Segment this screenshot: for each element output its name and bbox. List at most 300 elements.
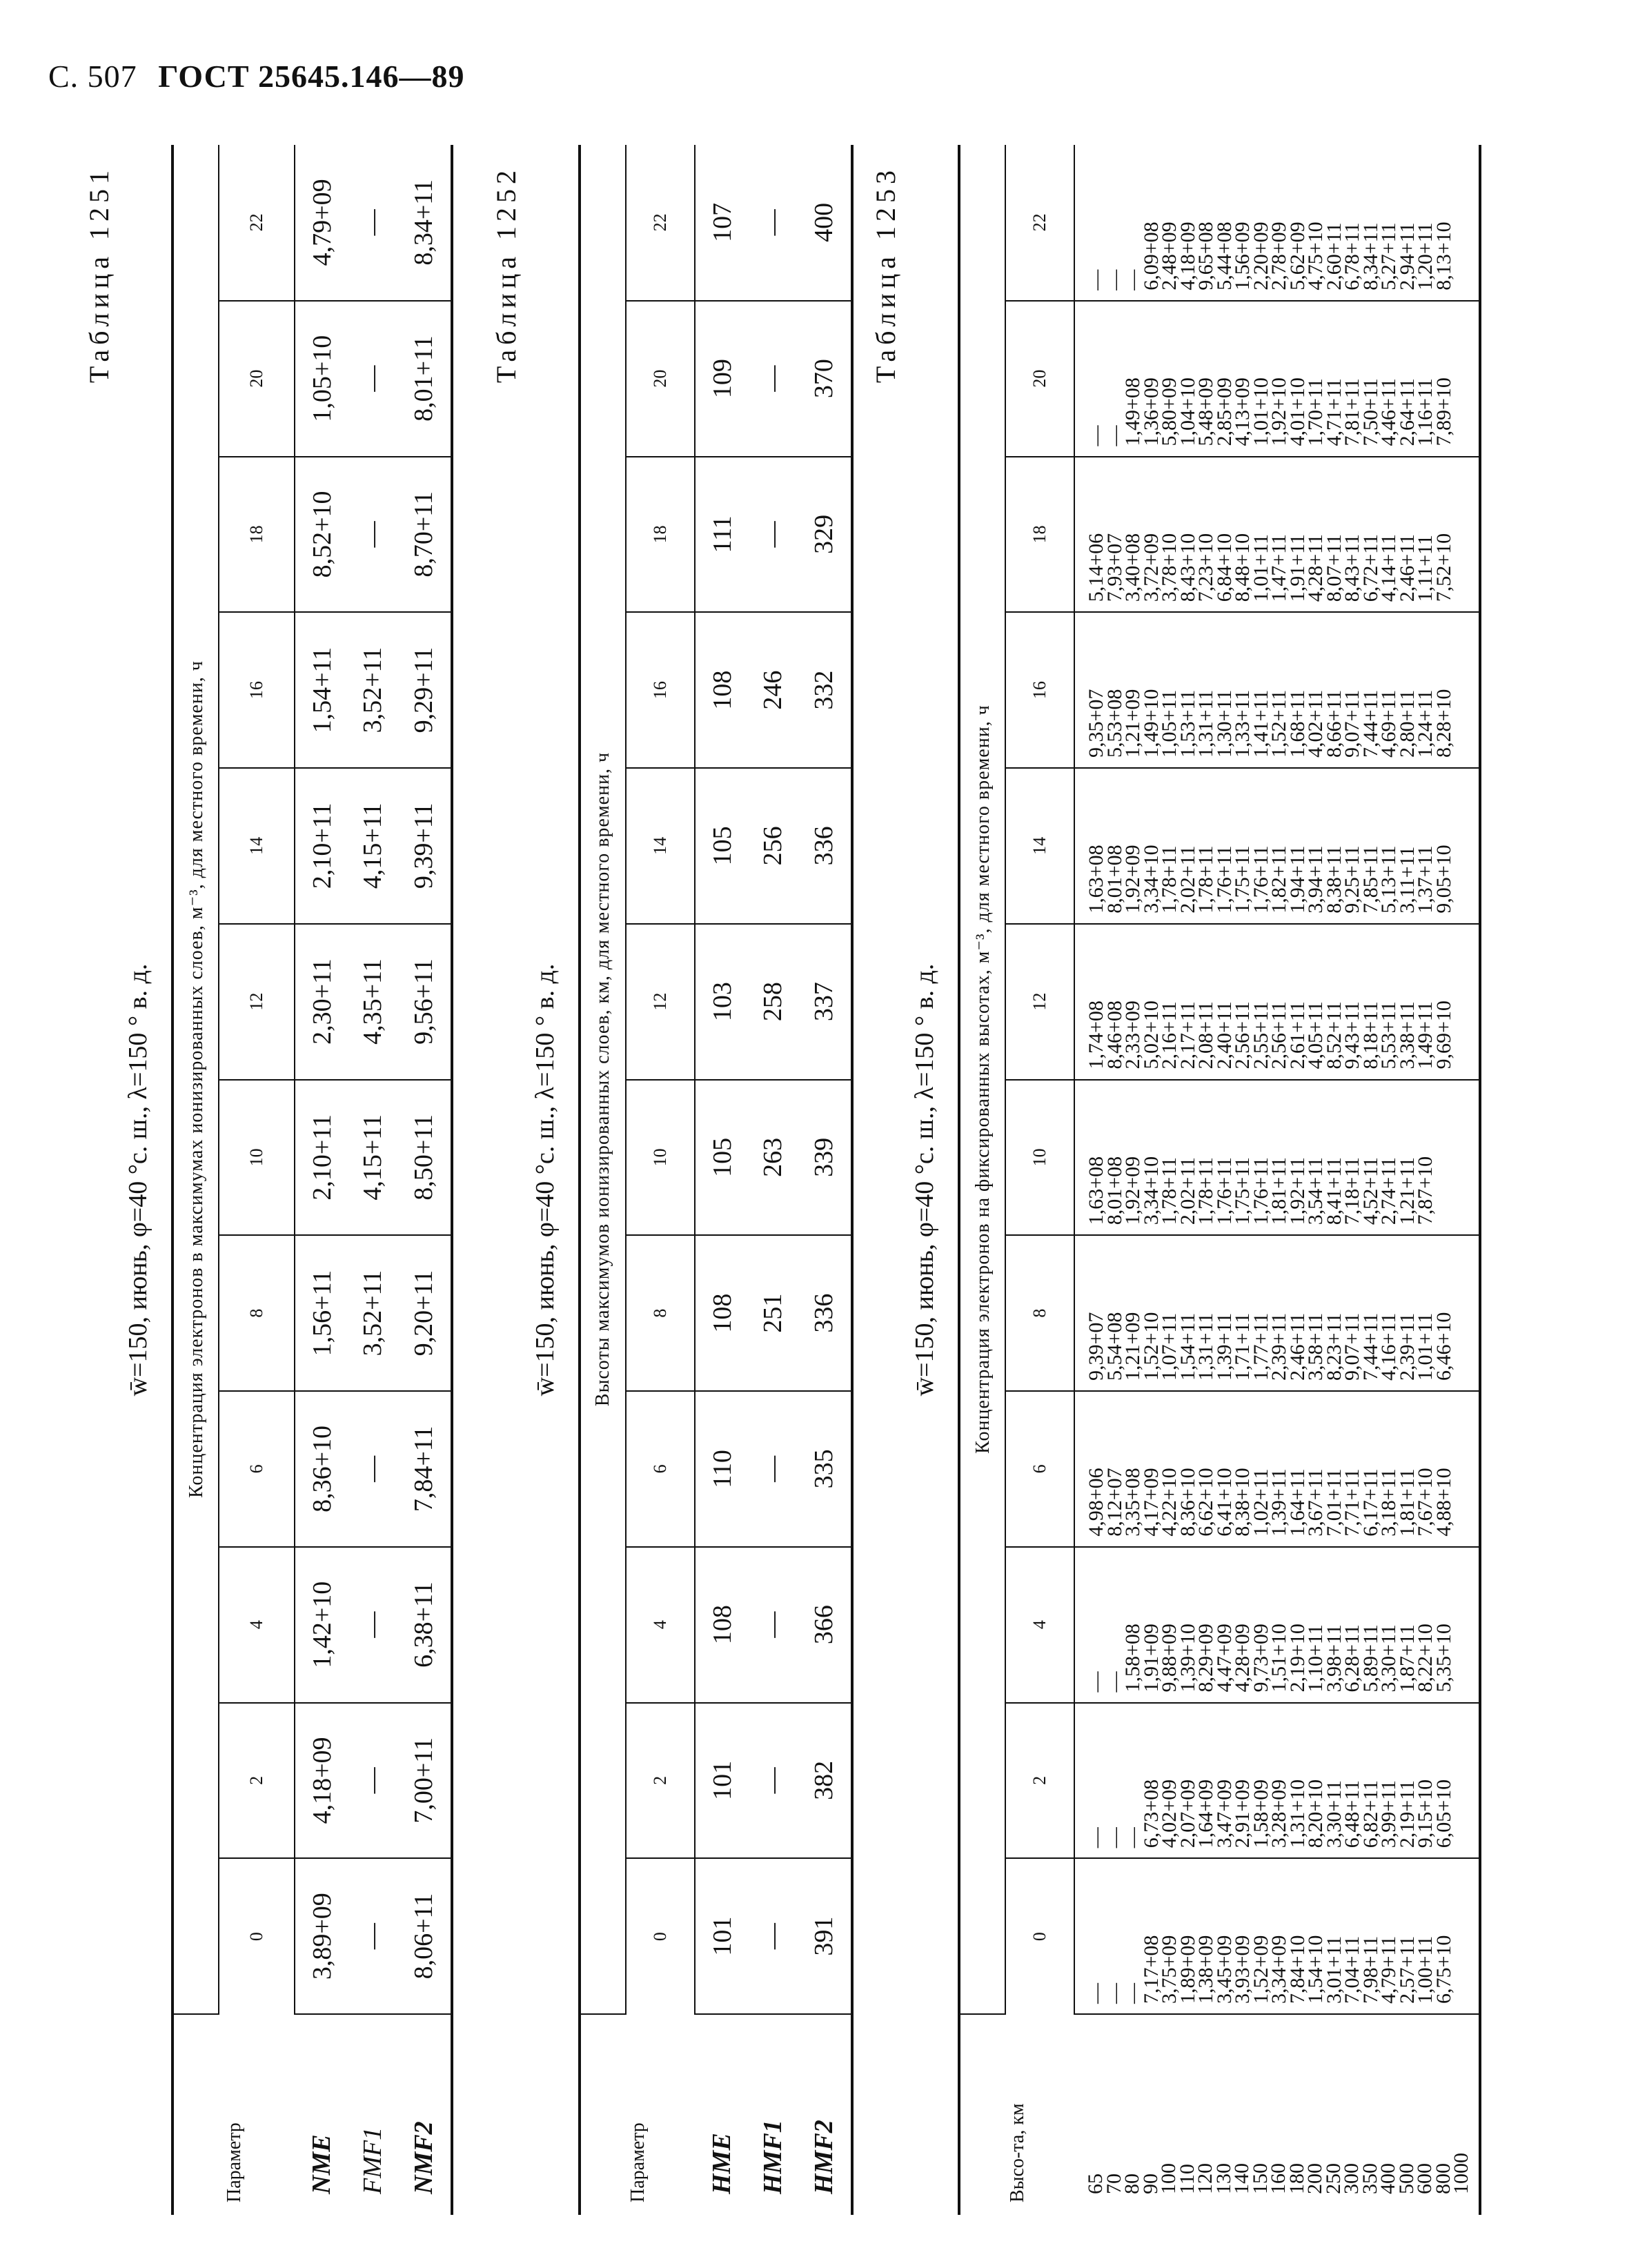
cell-value: 70 (1102, 2173, 1125, 2194)
cell-value: 3,34+10 (1139, 845, 1163, 914)
cell-value: 2,55+11 (1249, 1001, 1272, 1069)
data-column (1074, 145, 1480, 301)
data-column (1074, 612, 1480, 768)
cell-value: 6,17+11 (1359, 1468, 1382, 1537)
cell-value: 1,30+11 (1212, 689, 1236, 758)
cell-value: 1,81+11 (1268, 1156, 1290, 1225)
hour-header: 14 (626, 768, 695, 924)
cell-value: 9,65+08 (1194, 221, 1217, 290)
cell: 329 (797, 457, 852, 613)
cell-value: 4,02+11 (1304, 689, 1327, 758)
cell-value: 500 (1394, 2163, 1418, 2194)
cell: 336 (797, 768, 852, 924)
cell-value: 1,33+11 (1231, 689, 1254, 758)
cell-value: 4,02+09 (1158, 1779, 1181, 1848)
hour-header: 10 (626, 1080, 695, 1236)
cell-value: 8,28+10 (1432, 689, 1455, 758)
cell-value: 1,21+09 (1121, 1312, 1144, 1381)
cell-value: 1,49+08 (1121, 377, 1144, 446)
cell-value: 3,98+11 (1322, 1624, 1345, 1693)
cell-value: 2,39+11 (1395, 1312, 1419, 1381)
cell-value: 3,28+09 (1268, 1779, 1290, 1848)
table-1253 (958, 145, 1481, 2215)
cell-value: 4,52+11 (1359, 1156, 1382, 1225)
cell-value: 1,05+11 (1158, 689, 1181, 758)
cell-value: 9,15+10 (1414, 1779, 1437, 1848)
cell-value: 3,99+11 (1377, 1779, 1400, 1848)
cell-value (1453, 457, 1472, 602)
cell-value: 1,49+10 (1139, 689, 1163, 758)
hour-header: 18 (1005, 457, 1074, 613)
cell: — (348, 145, 397, 301)
cell-value: 1,41+11 (1249, 689, 1272, 758)
cell-value: 7,87+10 (1414, 1156, 1437, 1225)
cell: 7,84+11 (397, 1391, 452, 1547)
cell: 2,30+11 (295, 924, 348, 1080)
cell: 1,54+11 (295, 612, 348, 768)
hour-header: 22 (219, 145, 295, 301)
hours-row (626, 145, 695, 2215)
cell-value: 5,13+11 (1377, 845, 1400, 914)
cell-value: 3,45+09 (1212, 1935, 1236, 2004)
cell-value: 8,18+11 (1359, 1001, 1382, 1069)
cell-value: 1,76+11 (1249, 845, 1272, 914)
cell-value: 3,75+09 (1158, 1935, 1181, 2004)
cell-value: 6,72+11 (1359, 533, 1382, 602)
cell-value: 1,07+11 (1158, 1312, 1181, 1381)
hour-header: 18 (626, 457, 695, 613)
page-header (48, 58, 465, 95)
cell-value: 8,52+11 (1322, 1001, 1345, 1069)
cell-value: 5,54+08 (1103, 1312, 1126, 1381)
cell-value: 300 (1340, 2163, 1363, 2194)
span-header: Высоты максимумов ионизированных слоев, км, для местного времени, ч (580, 145, 626, 2014)
cell-value: — (1103, 1827, 1126, 1848)
cell-value: 3,34+10 (1139, 1156, 1163, 1225)
cell-value: 5,62+09 (1285, 221, 1309, 290)
cell-value: 1,36+09 (1139, 377, 1163, 446)
hour-header: 8 (219, 1235, 295, 1391)
hour-header: 16 (1005, 612, 1074, 768)
hour-header: 4 (219, 1547, 295, 1703)
cell-value: 6,73+08 (1139, 1779, 1163, 1848)
hour-header: 14 (1005, 768, 1074, 924)
cell-value: 5,14+06 (1085, 533, 1107, 602)
cell: 8,52+10 (295, 457, 348, 613)
cell-value: 90 (1138, 2173, 1162, 2194)
cell-value: 8,01+08 (1103, 845, 1126, 914)
cell-value: 6,41+10 (1212, 1468, 1236, 1537)
cell-value: 1,52+09 (1249, 1935, 1272, 2004)
cell-value (1453, 1548, 1472, 1693)
hour-header: 2 (626, 1703, 695, 1859)
cell-value: 1,54+11 (1176, 1312, 1199, 1381)
cell-value: — (1085, 1983, 1107, 2004)
cell-value: 9,69+10 (1432, 1000, 1455, 1069)
cell: 101 (695, 1858, 749, 2014)
cell-value: — (1121, 1827, 1144, 1848)
cell-value: 250 (1321, 2163, 1345, 2194)
cell-value: 8,01+08 (1103, 1156, 1126, 1225)
cell: 9,29+11 (397, 612, 452, 768)
table-row (695, 145, 749, 2215)
hour-header: 0 (1005, 1858, 1074, 2014)
cell-value: 140 (1230, 2163, 1253, 2194)
cell: 258 (749, 924, 797, 1080)
cell-value: — (1103, 1671, 1126, 1693)
cell-value: 2,02+11 (1176, 845, 1199, 914)
cell-value: 1,00+11 (1414, 1935, 1437, 2004)
cell-value: 1,78+11 (1194, 1156, 1217, 1225)
data-column (1074, 1703, 1480, 1859)
data-column (1074, 1858, 1480, 2014)
cell-value: 65 (1084, 2173, 1107, 2194)
cell-value: 1,21+09 (1121, 689, 1144, 758)
cell-value: 5,27+11 (1377, 222, 1400, 290)
cell-value: 1,58+09 (1249, 1779, 1272, 1848)
cell: 1,56+11 (295, 1235, 348, 1391)
data-column (1074, 924, 1480, 1080)
cell-value: 1,10+11 (1304, 1624, 1327, 1693)
cell-value: 1,71+11 (1231, 1312, 1254, 1381)
cell-value: 1,77+11 (1249, 1312, 1272, 1381)
hour-header: 10 (219, 1080, 295, 1236)
cell-value: 1,92+09 (1121, 845, 1144, 914)
param-header: Параметр (627, 2122, 649, 2202)
cell-value: 1,91+09 (1139, 1624, 1163, 1693)
cell-value: 1,82+11 (1268, 845, 1290, 914)
cell: 8,50+11 (397, 1080, 452, 1236)
cell-value: 8,66+11 (1322, 689, 1345, 758)
cell: 111 (695, 457, 749, 613)
cell: 8,70+11 (397, 457, 452, 613)
hour-header: 8 (626, 1235, 695, 1391)
cell-value: 5,48+09 (1194, 377, 1217, 446)
cell: 370 (797, 301, 852, 457)
cell-value: 150 (1248, 2163, 1272, 2194)
cell-value: 3,38+11 (1395, 1001, 1419, 1069)
cell-value: 3,30+11 (1377, 1624, 1400, 1693)
hour-header: 6 (626, 1391, 695, 1547)
cell: 391 (797, 1858, 852, 2014)
cell-value: 6,62+10 (1194, 1468, 1217, 1537)
table-body-row (1074, 145, 1480, 2215)
cell-value: 180 (1285, 2163, 1308, 2194)
cell-value: 8,34+11 (1359, 222, 1382, 290)
altitude-column (1074, 2014, 1480, 2215)
cell: — (749, 1391, 797, 1547)
cell: 4,18+09 (295, 1703, 348, 1859)
cell-value: 8,48+10 (1231, 533, 1254, 602)
table-label: Таблица 1252 (491, 166, 522, 384)
hour-header: 12 (626, 924, 695, 1080)
cell: 336 (797, 1235, 852, 1391)
cell-value: 1,39+11 (1268, 1468, 1290, 1537)
cell-value: 2,20+09 (1249, 221, 1272, 290)
cell: — (348, 1391, 397, 1547)
cell-value: — (1103, 425, 1126, 446)
cell-value: 1,16+11 (1414, 378, 1437, 446)
cell-value: — (1103, 1983, 1126, 2004)
cell: — (348, 457, 397, 613)
cell-value: 4,98+06 (1085, 1468, 1107, 1537)
cell-value: 7,67+10 (1414, 1468, 1437, 1537)
cell-value: 2,46+11 (1285, 1312, 1309, 1381)
cell-value: 8,07+11 (1322, 533, 1345, 602)
cell: 105 (695, 768, 749, 924)
cell-value: 1,92+11 (1285, 1156, 1309, 1225)
table-subtitle: w̄=150, июнь, φ=40 °с. ш., λ=150 ° в. д. (531, 963, 560, 1397)
cell-value (1453, 145, 1472, 290)
cell-value: 1,75+11 (1231, 1156, 1254, 1225)
cell-value: 3,01+11 (1322, 1935, 1345, 2004)
data-column (1074, 768, 1480, 924)
cell-value: 2,40+11 (1212, 1001, 1236, 1069)
cell: 8,06+11 (397, 1858, 452, 2014)
cell-value: 2,17+11 (1176, 1001, 1199, 1069)
cell-value: 7,98+11 (1359, 1935, 1382, 2004)
cell-value: 9,25+11 (1341, 845, 1363, 914)
cell-value: 3,40+08 (1121, 533, 1144, 602)
table-row (749, 145, 797, 2215)
cell-value: 350 (1358, 2163, 1381, 2194)
cell-value: 1,70+11 (1304, 378, 1327, 446)
hour-header: 0 (626, 1858, 695, 2014)
cell: 6,38+11 (397, 1547, 452, 1703)
cell: — (749, 1858, 797, 2014)
hour-header: 2 (1005, 1703, 1074, 1859)
cell-value: 6,48+11 (1341, 1779, 1363, 1848)
cell: 337 (797, 924, 852, 1080)
cell-value: 3,94+11 (1304, 845, 1327, 914)
cell-value: 1,92+09 (1121, 1156, 1144, 1225)
cell: — (348, 1858, 397, 2014)
cell: 335 (797, 1391, 852, 1547)
cell-value: 1,58+08 (1121, 1624, 1144, 1693)
cell-value: 8,22+10 (1414, 1624, 1437, 1693)
cell-value: 1,64+09 (1194, 1779, 1217, 1848)
cell-value: 1,92+10 (1268, 377, 1290, 446)
hour-header: 8 (1005, 1235, 1074, 1391)
cell: — (749, 145, 797, 301)
cell-value: 3,72+09 (1139, 533, 1163, 602)
cell: 9,56+11 (397, 924, 452, 1080)
cell-value: 1,75+11 (1231, 845, 1254, 914)
span-header: Концентрация электронов в максимумах ионизированных слоев, м⁻³, для местного времени, ч (172, 145, 219, 2014)
cell-value: — (1085, 425, 1107, 446)
hour-header: 20 (1005, 301, 1074, 457)
cell-value: 7,50+11 (1359, 378, 1382, 446)
cell-value: 3,93+09 (1231, 1935, 1254, 2004)
cell: — (348, 1547, 397, 1703)
cell-value: 4,28+11 (1304, 533, 1327, 602)
cell-value: 800 (1431, 2163, 1454, 2194)
cell-value: — (1085, 1671, 1107, 1693)
cell-value: 2,07+09 (1176, 1779, 1199, 1848)
cell-value: 4,05+11 (1304, 1001, 1327, 1069)
cell-value: — (1085, 269, 1107, 290)
cell-value: 5,53+11 (1377, 1001, 1400, 1069)
cell-value: 1,20+11 (1414, 222, 1437, 290)
cell-value: 2,85+09 (1212, 377, 1236, 446)
cell-value: 2,61+11 (1285, 1001, 1309, 1069)
cell: 251 (749, 1235, 797, 1391)
cell-value: 6,82+11 (1359, 1779, 1382, 1848)
cell-value: 2,39+11 (1268, 1312, 1290, 1381)
cell-value: 1,31+10 (1285, 1779, 1309, 1848)
cell-value: 1,24+11 (1414, 689, 1437, 758)
cell: — (348, 301, 397, 457)
cell-value: 3,67+11 (1304, 1468, 1327, 1537)
cell-value: 1,11+11 (1414, 535, 1437, 602)
data-column (1074, 457, 1480, 613)
page-number: С. 507 (48, 59, 137, 94)
cell-value: 8,38+10 (1231, 1468, 1254, 1537)
cell: 263 (749, 1080, 797, 1236)
cell-value: 1,01+10 (1249, 377, 1272, 446)
cell: 3,89+09 (295, 1858, 348, 2014)
cell-value: 7,84+10 (1285, 1935, 1309, 2004)
cell-value: 9,07+11 (1341, 1312, 1363, 1381)
cell: 9,39+11 (397, 768, 452, 924)
cell-value: 1,21+11 (1395, 1156, 1419, 1225)
cell-value: 2,48+09 (1158, 221, 1181, 290)
cell: 8,36+10 (295, 1391, 348, 1547)
cell-value: 3,54+11 (1304, 1156, 1327, 1225)
rotated-content (83, 145, 1601, 2215)
cell-value: 5,89+11 (1359, 1624, 1382, 1693)
cell-value: 1,78+11 (1194, 845, 1217, 914)
cell-value: 1,64+11 (1285, 1468, 1309, 1537)
cell-value: 8,41+11 (1322, 1156, 1345, 1225)
cell: 7,00+11 (397, 1703, 452, 1859)
hour-header: 18 (219, 457, 295, 613)
hour-header: 10 (1005, 1080, 1074, 1236)
cell-value: 2,56+11 (1231, 1001, 1254, 1069)
cell-value: 6,28+11 (1341, 1624, 1363, 1693)
param-name: HME (707, 2133, 736, 2194)
cell-value: 1,74+08 (1085, 1000, 1107, 1069)
cell-value: 1,76+11 (1249, 1156, 1272, 1225)
cell-value: 7,17+08 (1139, 1935, 1163, 2004)
cell-value: 1000 (1450, 2153, 1472, 2194)
cell: 4,35+11 (348, 924, 397, 1080)
cell-value: 1,49+11 (1414, 1001, 1437, 1069)
table-1252-block (490, 145, 876, 2215)
cell-value: 7,52+10 (1432, 533, 1455, 602)
cell: 1,42+10 (295, 1547, 348, 1703)
cell-value: 7,23+10 (1194, 533, 1217, 602)
cell-value: 1,01+11 (1249, 533, 1272, 602)
cell-value: 7,18+11 (1341, 1156, 1363, 1225)
cell: 2,10+11 (295, 768, 348, 924)
cell: 108 (695, 612, 749, 768)
cell-value: 1,89+09 (1176, 1935, 1199, 2004)
cell-value: — (1103, 269, 1126, 290)
data-column (1074, 301, 1480, 457)
cell-value: 8,20+10 (1304, 1779, 1327, 1848)
hour-header: 12 (1005, 924, 1074, 1080)
table-1252 (578, 145, 854, 2215)
cell-value: 1,31+11 (1194, 689, 1217, 758)
cell-value: 4,13+09 (1231, 377, 1254, 446)
cell-value: 1,01+11 (1414, 1312, 1437, 1381)
cell-value: 3,11+11 (1395, 846, 1419, 914)
altitude-header: Высо-та, км (1006, 2103, 1028, 2202)
cell-value: 7,93+07 (1103, 533, 1126, 602)
param-header: Параметр (223, 2122, 245, 2202)
cell: 3,52+11 (348, 612, 397, 768)
cell-value: 2,80+11 (1395, 689, 1419, 758)
cell-value: 1,63+08 (1085, 845, 1107, 914)
cell: 4,15+11 (348, 768, 397, 924)
cell-value: 1,53+11 (1176, 689, 1199, 758)
cell-value: 9,39+07 (1085, 1312, 1107, 1381)
cell-value: 2,60+11 (1322, 222, 1345, 290)
hour-header: 22 (626, 145, 695, 301)
data-column (1074, 1235, 1480, 1391)
param-name: HMF1 (758, 2120, 787, 2194)
cell-value: 6,78+11 (1341, 222, 1363, 290)
cell-value: 1,37+11 (1414, 845, 1437, 914)
cell-value: 1,54+10 (1304, 1935, 1327, 2004)
cell-value: 2,33+09 (1121, 1000, 1144, 1069)
cell-value: 110 (1175, 2164, 1199, 2194)
cell-value: 200 (1303, 2163, 1326, 2194)
cell-value: 1,02+11 (1249, 1468, 1272, 1537)
cell: 256 (749, 768, 797, 924)
cell-value: 9,73+09 (1249, 1624, 1272, 1693)
cell-value: 4,75+10 (1304, 221, 1327, 290)
cell-value: 2,46+11 (1395, 533, 1419, 602)
cell-value: — (1085, 1827, 1107, 1848)
cell: — (749, 301, 797, 457)
hour-header: 20 (626, 301, 695, 457)
hours-row (219, 145, 295, 2215)
cell-value: 2,56+11 (1268, 1001, 1290, 1069)
cell-value: 5,02+10 (1139, 1000, 1163, 1069)
hour-header: 20 (219, 301, 295, 457)
cell-value: 1,81+11 (1395, 1468, 1419, 1537)
cell-value: 4,18+09 (1176, 221, 1199, 290)
cell-value: 6,84+10 (1212, 533, 1236, 602)
cell-value: 6,09+08 (1139, 221, 1163, 290)
cell-value: 5,44+08 (1212, 221, 1236, 290)
cell-value: 3,34+09 (1268, 1935, 1290, 2004)
cell-value: 2,57+11 (1395, 1935, 1419, 2004)
cell-value: 3,47+09 (1212, 1779, 1236, 1848)
cell-value: 2,91+09 (1231, 1779, 1254, 1848)
cell: 339 (797, 1080, 852, 1236)
cell-value: 5,80+09 (1158, 377, 1181, 446)
cell-value: 1,87+11 (1395, 1624, 1419, 1693)
cell-value: 8,12+07 (1103, 1468, 1126, 1537)
cell-value: 5,53+08 (1103, 689, 1126, 758)
cell-value: 4,28+09 (1231, 1624, 1254, 1693)
cell-value: 2,19+11 (1395, 1779, 1419, 1848)
cell-value: 3,35+08 (1121, 1468, 1144, 1537)
cell-value: 2,08+11 (1194, 1001, 1217, 1069)
cell-value: 3,30+11 (1322, 1779, 1345, 1848)
cell-value: 9,88+09 (1158, 1624, 1181, 1693)
cell-value: 9,05+10 (1432, 845, 1455, 914)
cell-value: 7,71+11 (1341, 1468, 1363, 1537)
cell-value: 1,76+11 (1212, 1156, 1236, 1225)
cell-value: 1,47+11 (1268, 533, 1290, 602)
cell: — (749, 457, 797, 613)
table-subtitle: w̄=150, июнь, φ=40 °с. ш., λ=150 ° в. д. (910, 963, 939, 1397)
cell-value: 6,05+10 (1432, 1779, 1455, 1848)
